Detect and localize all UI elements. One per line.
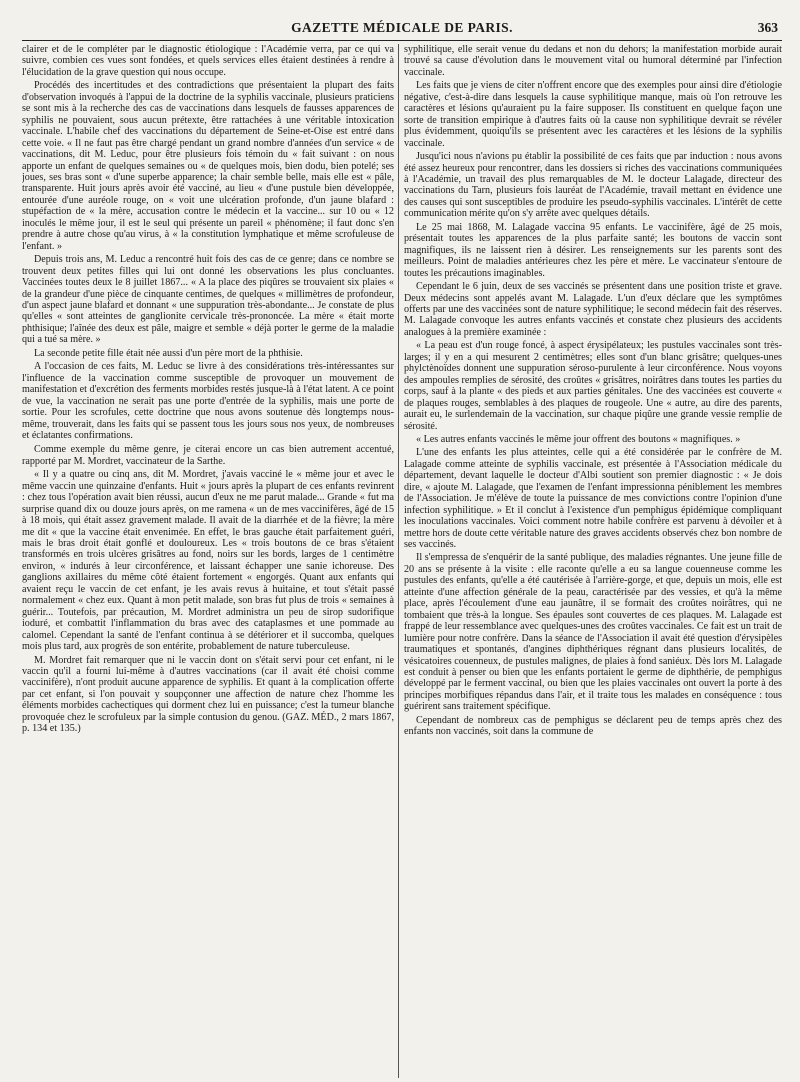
paragraph: « Les autres enfants vaccinés le même jour offrent des boutons « magnifiques. » bbox=[416, 433, 741, 445]
paragraph: Les faits que je viens de citer n'offrent encore que des exemples pour ainsi dire d'étiologie négative, c'est-à-dire dans lesquels la cause syphilitique manque, mais où l'on retrouve les caractères et lésions qu'auraient pu la faire supposer. Ils constituent en quelque façon une sorte de transition empirique à d'autres faits où la cause non syphilitique devrait se révéler plus évidemment, quoiqu'ils se présentent avec les caractères et les lésions de la syphilis vaccinale. bbox=[404, 80, 782, 149]
page-header bbox=[22, 18, 782, 41]
left-column bbox=[22, 44, 394, 1080]
page-number: 363 bbox=[757, 20, 778, 35]
paragraph: Cependant de nombreux cas de pemphigus se déclarent peu de temps après chez des enfants non vaccinés, soit dans la commune de bbox=[404, 714, 782, 738]
column-divider bbox=[398, 44, 399, 1078]
paragraph: Comme exemple du même genre, je citerai encore un cas bien autrement accentué, rapporté par M. Mordret, vaccinateur de la Sarthe. bbox=[22, 444, 394, 467]
paragraph: A l'occasion de ces faits, M. Leduc se livre à des considérations très-intéressantes sur l'influence de la vaccination comme susceptible de provoquer un mouvement de manifestation et d'excrétion des ferments morbides restés jusque-là à l'état latent. A ce point de vue, la vaccination ne serait pas une porte d'entrée de la syphilis, mais une porte de sortie. Pour les scrofules, cette doctrine que nous avons soutenue dès longtemps nous-même, trouverait, dans les faits qui se passent tous les jours sous nos yeux, de nombreuses et éclatantes confirmations. bbox=[22, 361, 394, 441]
paragraph: « La peau est d'un rouge foncé, à aspect érysipélateux; les pustules vaccinales sont très-larges; il y en a qui mesurent 2 centimètres; elles sont d'un blanc grisâtre; quelques-unes phylctènoïdes donnent une suppuration séroso-purulente à leur circonférence. Nous voyons des ampoules remplies de sérosité, des croûtes « grisâtres, noirâtres dans toutes les parties du corps, sauf à la plante « des pieds et aux parties génitales. Une des vaccinées est couverte « de plaques rouges, semblables à des plaques de rougeole. Une « autre, au dire des parents, aurait eu, le surlendemain de la vaccination, sur chaque piqûre une grande vessie remplie de sérosité. bbox=[404, 340, 782, 432]
paragraph: Le 25 mai 1868, M. Lalagade vaccina 95 enfants. Le vaccinifère, âgé de 25 mois, présentait toutes les apparences de la plus parfaite santé; les boutons de vaccin sont magnifiques, ils ne laissent rien à désirer. Les renseignements sur les parents sont des meilleurs. Point de maladies antérieures chez les père et mère. Le vaccinateur s'entoure de toutes les précautions imaginables. bbox=[404, 221, 782, 279]
paragraph: L'une des enfants les plus atteintes, celle qui a été considérée par le confrère de M. Lalagade comme atteinte de syphilis vaccinale, est présentée à l'Association médicale du département, devant laquelle le docteur d'Albi soutient son premier diagnostic : « Je dois dire, « ajoute M. Lalagade, que l'examen de l'enfant impressionna péniblement les membres de l'Association. Je m'élève de toute la puissance de mes convictions contre l'opinion d'une infection syphilitique. » Et il conclut à l'existence d'un pemphigus épidémique compliquant les inoculations vaccinales. Voici comment notre habile confrère est parvenu à dévoiler et à mettre hors de doute cette véritable nature des graves accidents observés chez bon nombre de ses vaccinés. bbox=[404, 447, 782, 551]
paragraph: Il s'empressa de s'enquérir de la santé publique, des maladies régnantes. Une jeune fille de 20 ans se présente à la visite : elle raconte qu'elle a eu sa langue couenneuse comme les pustules des enfants, qu'elle a été cautérisée à l'arrière-gorge, et que, depuis un mois, elle est atteinte d'une affection générale de la peau, caractérisée par des vessies, et qu'à la même place, après l'écoulement d'une eau jaunâtre, il se formait des croûtes noirâtres, qui ne tombaient que très-à la longue. Ses épaules sont couvertes de ces plaques. M. Lalagade est frappé de leur ressemblance avec quelques-unes des croûtes vaccinales. Ce fait est un trait de lumière pour notre confrère. Dans la séance de l'Association il avait été question d'érysipèles traumatiques et spontanés, d'angines diphthériques régnant dans plusieurs localités, de vésicatoires couenneux, de pustules malignes, de plaies à fond saniéux. Dès lors M. Lalagade est conduit à penser ou bien que les enfants portaient le germe de diphthérie, de pemphigus développé par le ferment vaccinal, ou bien que les plaies vaccinales ont ouvert la porte à des principes morbifiques répandus dans l'air, et il traite tous les malades en conséquence : tous guérirent sans traitement spécifique. bbox=[404, 552, 782, 713]
paragraph: syphilitique, elle serait venue du dedans et non du dehors; la manifestation morbide aurait trouvé sa cause d'évolution dans le mouvement vital ou humoral déterminé par l'infection vaccinale. bbox=[404, 44, 782, 78]
right-column bbox=[404, 44, 782, 1080]
paragraph: Depuis trois ans, M. Leduc a rencontré huit fois des cas de ce genre; dans ce nombre se trouvent deux petites filles qui lui ont donné les observations les plus concluantes. Vaccinées toutes deux le 8 juillet 1867... « A la place des piqûres se trouvaient six plaies « de la grandeur d'une pièce de cinquante centimes, de quelques « millimètres de profondeur, d'un aspect jaune blafard et donnant « une suppuration très-abondante... Je constate de plus qu'elles « sont atteintes de ganglionite cervicale très-prononcée. La mère « était morte phthisique; l'aînée des deux est pâle, maigre et semble « déjà porter le germe de la maladie qui a tué sa mère. » bbox=[22, 254, 394, 346]
paragraph: Procédés des incertitudes et des contradictions que présentaient la plupart des faits d'observation invoqués à l'appui de la doctrine de la syphilis vaccinale, plusieurs praticiens se sont mis à la recherche des cas de vaccinations dans lesquels de fausses apparences de syphilis ne pouvaient, sous aucun prétexte, être rattachées à une véritable intoxication vaccinale. L'habile chef des vaccinations du département de Seine-et-Oise est entré dans cette voie. « Il ne faut pas être chargé pendant un grand nombre d'années d'un service « de vaccinations, dit M. Leduc, pour être plusieurs fois témoin du « fait suivant : on nous apporte un enfant de quelques semaines ou « de quelques mois, bien dodu, bien potelé; ses joues, ses bras sont « d'une superbe apparence; la chair semble belle, mais elle est « pâle, transparente. Huit jours après avoir été vacciné, au lieu « d'une pustule bien développée, entourée d'une auréole rouge, on « voit une ulcération profonde, d'un jaune blafard : stupéfaction de « la mère, accusation contre le médecin et la vaccine... sur 10 ou « 12 inoculés le même jour, il est le seul qui présente un pareil « phénomène; il faut donc s'en prendre à autre chose qu'au virus, à « la constitution lymphatique et même scrofuleuse de l'enfant. » bbox=[22, 80, 394, 252]
paragraph: Jusqu'ici nous n'avions pu établir la possibilité de ces faits que par induction : nous avons été assez heureux pour rencontrer, dans les dossiers si riches des vaccinations communiquées à l'Académie, un travail des plus remarquables de M. le docteur Lalagade, directeur des vaccinations du Tarn, plusieurs fois lauréat de l'Académie, travail mettant en évidence une des causes qui sont susceptibles de produire les pseudo-syphilis vaccinales. L'intérêt de cette communication mérite qu'on s'y arrête avec quelques détails. bbox=[404, 151, 782, 220]
paragraph: Cependant le 6 juin, deux de ses vaccinés se présentent dans une position triste et grave. Deux médecins sont appelés avant M. Lalagade. L'un d'eux déclare que les symptômes offerts par une des vaccinées sont de nature syphilitique; le second médecin fait des réserves. M. Lalagade convoque les autres enfants vaccinés et constate chez plusieurs des accidents analogues à la première examinée : bbox=[404, 281, 782, 338]
paragraph: « Il y a quatre ou cinq ans, dit M. Mordret, j'avais vacciné le « même jour et avec le même vaccin une quinzaine d'enfants. Huit « jours après la plupart de ces enfants revinrent : chez tous l'opération avait bien réussi, aucun d'eux ne me parut malade... Grande « fut ma surprise quand dix ou douze jours après, on me ramena « un de mes vaccinifères, âgé de 15 à 18 mois, qui était assez gravement malade. Il avait de la diarrhée et de la fièvre; la mère me dit « que la vaccine était envenimée. En effet, le bras gauche était parfaitement guéri, mais le bras droit était gonflé et douloureux. Les « trois boutons de ce bras s'étaient transformés en trois ulcères grisâtres au fond, noirs sur les bords, larges de 1 centimètre environ, « indurés à leur circonférence, et laissant échapper une sanie ichoreuse. Des ganglions axillaires du même côté étaient fortement « engorgés. Quant aux enfants qui avaient reçu le vaccin de cet enfant, je les avais revus à huitaine, et tout s'était passé normalement « chez eux. Quant à mon petit malade, son bras fut plus de trois « semaines à guérir... Toutefois, par précaution, M. Mordret administra un peu de sirop sudorifique ioduré, et combattit l'inflammation du bras avec des cataplasmes et une pommade au calomel. Cependant la santé de l'enfant continua à se détériorer et il succomba, quelques mois plus tard, aux progrès de son entérite, probablement de nature tuberculeuse. bbox=[22, 469, 394, 653]
paragraph: La seconde petite fille était née aussi d'un père mort de la phthisie. bbox=[34, 347, 303, 359]
journal-title: GAZETTE MÉDICALE DE PARIS. bbox=[291, 20, 513, 35]
paragraph: M. Mordret fait remarquer que ni le vaccin dont on s'était servi pour cet enfant, ni le vaccin qu'il a fourni lui-même à d'autres vaccinations (car il avait été choisi comme vaccinifère), n'ont produit aucune apparence de syphilis. Et quant à la complication offerte par cet enfant, si l'on pouvait y soupçonner une affection de nature chez l'homme les éléments morbides cachectiques qui dorment chez lui en puissance; c'est la tumeur blanche provoquée chez le scrofuleux par la simple contusion du genou. (GAZ. MÉD., 2 mars 1867, p. 134 et 135.) bbox=[22, 654, 394, 735]
paragraph: clairer et de le compléter par le diagnostic étiologique : l'Académie verra, par ce qui va suivre, combien ces vues sont fondées, et quels services elles étaient destinées à rendre à l'élucidation de la grave question qui nous occupe. bbox=[22, 44, 394, 78]
